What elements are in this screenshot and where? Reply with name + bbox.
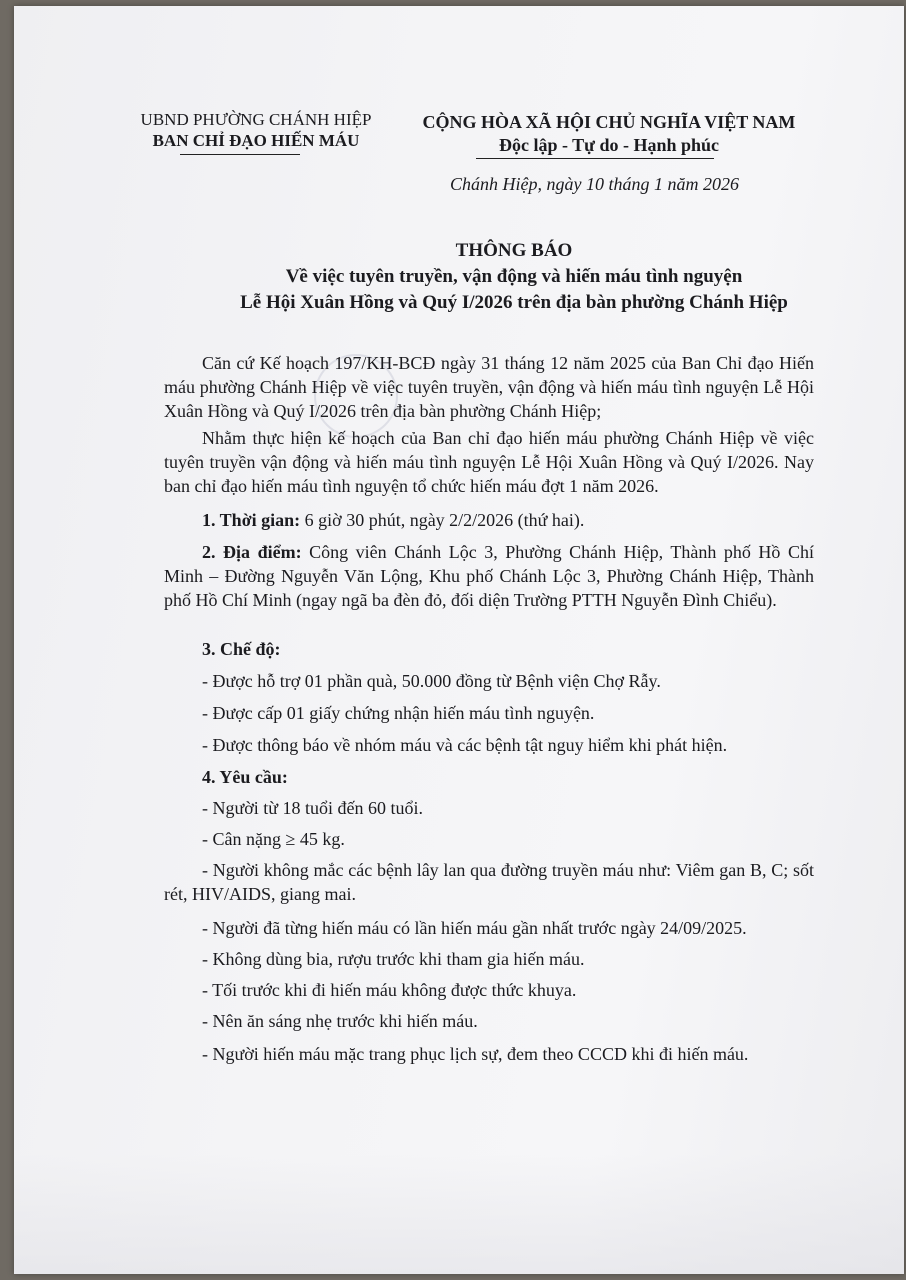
issuer-committee: BAN CHỈ ĐẠO HIẾN MÁU [152, 131, 360, 150]
paragraph-purpose: Nhằm thực hiện kế hoạch của Ban chỉ đạo hiến máu phường Chánh Hiệp về việc tuyên truyền vận động và hiến máu tình nguyện Lễ Hội Xuân Hồng và Quý I/2026. Nay ban chỉ đạo hiến máu tình nguyện tổ chức hiến máu đợt 1 năm 2026. [164, 428, 814, 496]
date-line: Chánh Hiệp, ngày 10 tháng 1 năm 2026 [450, 174, 739, 194]
title-subject-1: Về việc tuyên truyền, vận động và hiến máu tình nguyện [285, 266, 743, 287]
requirement-item: - Tối trước khi đi hiến máu không được thức khuya. [202, 980, 577, 1000]
section-time-label: 1. Thời gian: [202, 510, 301, 530]
requirement-item: - Người không mắc các bệnh lây lan qua đường truyền máu như: Viêm gan B, C; sốt rét, HIV/AIDS, giang mai. [164, 860, 814, 904]
section-location-label: 2. Địa điểm: [202, 542, 302, 562]
section-requirements-label: 4. Yêu cầu: [202, 767, 288, 787]
national-motto-block [394, 111, 824, 157]
issuer-block [126, 109, 386, 151]
section-location-text: Công viên Chánh Lộc 3, Phường Chánh Hiệp, Thành phố Hồ Chí Minh – Đường Nguyễn Văn Lộng, Khu phố Chánh Lộc 3, Phường Chánh Hiệp, Thành phố Hồ Chí Minh (ngay ngã ba đèn đỏ, đối diện Trường PTTH Nguyễn Đình Chiểu). [164, 542, 814, 610]
title-subject-2: Lễ Hội Xuân Hồng và Quý I/2026 trên địa bàn phường Chánh Hiệp [240, 292, 788, 313]
issuer-underline [180, 154, 300, 155]
section-location [164, 540, 814, 612]
motto-underline [476, 158, 714, 159]
section-time-text: 6 giờ 30 phút, ngày 2/2/2026 (thứ hai). [300, 510, 585, 530]
document-title [214, 238, 814, 316]
document-page [14, 6, 904, 1274]
country-name: CỘNG HÒA XÃ HỘI CHỦ NGHĨA VIỆT NAM [422, 112, 796, 132]
motto: Độc lập - Tự do - Hạnh phúc [498, 135, 720, 155]
benefit-item: - Được hỗ trợ 01 phần quà, 50.000 đồng từ Bệnh viện Chợ Rẫy. [202, 671, 661, 691]
title-main: THÔNG BÁO [455, 240, 573, 261]
paragraph-basis: Căn cứ Kế hoạch 197/KH-BCĐ ngày 31 tháng 12 năm 2025 của Ban Chỉ đạo Hiến máu phường Chánh Hiệp về việc tuyên truyền, vận động và hiến máu tình nguyện Lễ Hội Xuân Hồng và Quý I/2026 trên địa bàn phường Chánh Hiệp; [164, 353, 814, 421]
benefit-item: - Được thông báo về nhóm máu và các bệnh tật nguy hiểm khi phát hiện. [202, 735, 728, 755]
issuer-ward: UBND PHƯỜNG CHÁNH HIỆP [140, 110, 372, 129]
requirement-item: - Cân nặng ≥ 45 kg. [202, 829, 345, 849]
requirement-item: - Người đã từng hiến máu có lần hiến máu gần nhất trước ngày 24/09/2025. [202, 918, 747, 938]
requirement-item: - Nên ăn sáng nhẹ trước khi hiến máu. [202, 1011, 478, 1031]
section-time [202, 508, 584, 532]
benefit-item: - Được cấp 01 giấy chứng nhận hiến máu tình nguyện. [202, 703, 595, 723]
requirement-item: - Người từ 18 tuổi đến 60 tuổi. [202, 798, 424, 818]
requirement-item: - Người hiến máu mặc trang phục lịch sự, đem theo CCCD khi đi hiến máu. [202, 1044, 749, 1064]
requirement-item: - Không dùng bia, rượu trước khi tham gia hiến máu. [202, 949, 585, 969]
section-benefits-label: 3. Chế độ: [202, 639, 281, 659]
